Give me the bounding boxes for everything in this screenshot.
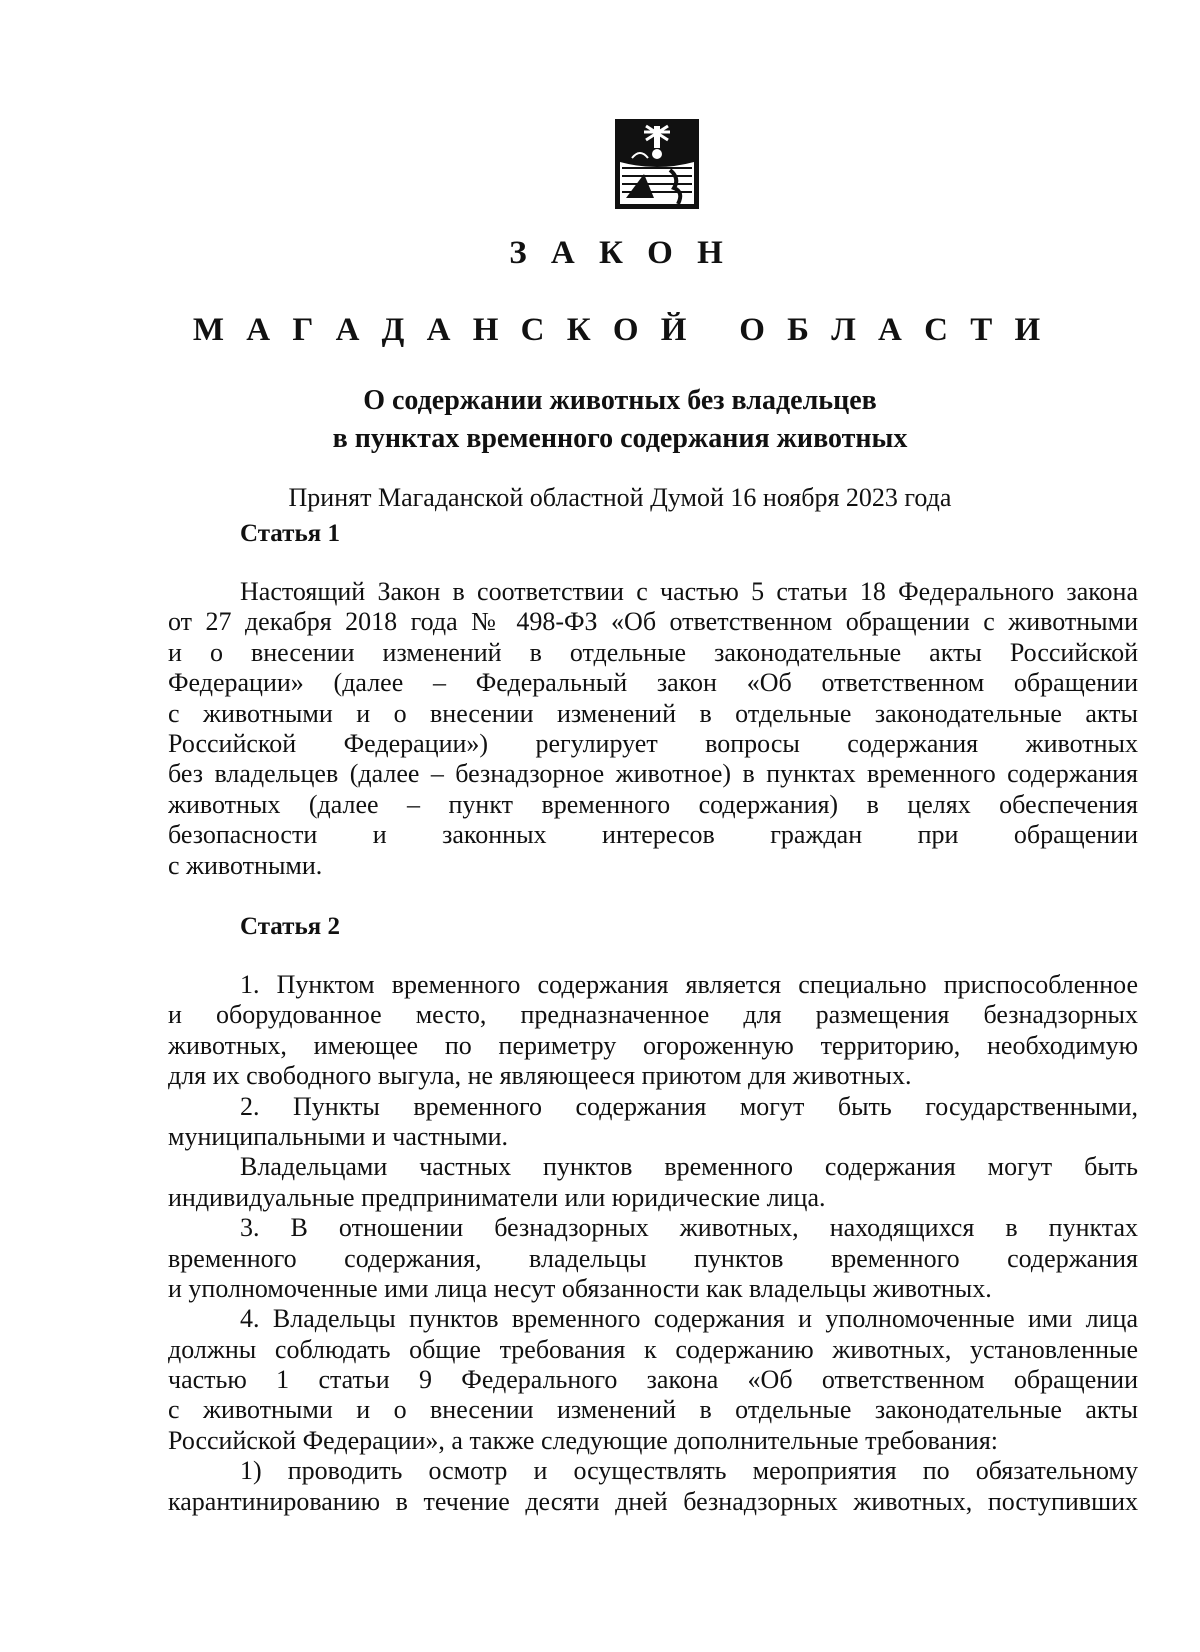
subtitle-line: О содержании животных без владельцев xyxy=(363,385,877,416)
text-line: с животными и о внесении изменений в отдельные законодательные акты xyxy=(168,698,1138,728)
text-line: временного содержания, владельцы пунктов временного содержания xyxy=(168,1243,1138,1273)
text-line: Настоящий Закон в соответствии с частью 5 статьи 18 Федерального закона xyxy=(240,577,1138,606)
article-2-body xyxy=(168,970,1138,1517)
text-line: и оборудованное место, предназначенное для размещения безнадзорных xyxy=(168,1000,1138,1030)
text-line: индивидуальные предприниматели или юридические лица. xyxy=(168,1182,826,1212)
text-line: с животными. xyxy=(168,850,323,880)
text-line: 2. Пункты временного содержания могут быть государственными, xyxy=(240,1091,1138,1121)
text-line: 1) проводить осмотр и осуществлять мероприятия по обязательному xyxy=(240,1456,1138,1486)
text-line: безопасности и законных интересов граждан при обращении xyxy=(168,820,1138,850)
subtitle-line: в пунктах временного содержания животных xyxy=(332,423,908,454)
text-line: от 27 декабря 2018 года № 498-ФЗ «Об ответственном обращении с животными xyxy=(168,607,1138,637)
text-line: и уполномоченные ими лица несут обязанности как владельцы животных. xyxy=(168,1273,992,1303)
text-line: с животными и о внесении изменений в отдельные законодательные акты xyxy=(168,1395,1138,1425)
magadan-coat-of-arms-icon xyxy=(614,118,700,210)
text-line: 3. В отношении безнадзорных животных, находящихся в пунктах xyxy=(240,1213,1138,1243)
region-title: М А Г А Д А Н С К О Й О Б Л А С Т И xyxy=(192,312,1048,348)
law-subtitle xyxy=(0,382,1200,458)
adoption-note: Принят Магаданской областной Думой 16 ноября 2023 года xyxy=(288,483,952,512)
text-line: Российской Федерации», а также следующие дополнительные требования: xyxy=(168,1425,999,1455)
text-line: Владельцами частных пунктов временного содержания могут быть xyxy=(240,1152,1138,1182)
document-type-title: З А К О Н xyxy=(509,235,731,271)
text-line: 4. Владельцы пунктов временного содержания и уполномоченные ими лица xyxy=(240,1304,1138,1334)
text-line: и о внесении изменений в отдельные законодательные акты Российской xyxy=(168,637,1138,667)
text-line: частью 1 статьи 9 Федерального закона «Об ответственном обращении xyxy=(168,1365,1138,1395)
text-line: Федерации» (далее – Федеральный закон «Об ответственном обращении xyxy=(168,668,1138,698)
text-line: муниципальными и частными. xyxy=(168,1121,509,1151)
article-1-heading: Статья 1 xyxy=(240,520,340,547)
article-2-heading: Статья 2 xyxy=(240,913,340,940)
text-line: животных (далее – пункт временного содержания) в целях обеспечения xyxy=(168,789,1138,819)
text-line: Российской Федерации») регулирует вопросы содержания животных xyxy=(168,728,1138,758)
text-line: без владельцев (далее – безнадзорное животное) в пунктах временного содержания xyxy=(168,759,1138,789)
text-line: животных, имеющее по периметру огороженную территорию, необходимую xyxy=(168,1030,1138,1060)
text-line: должны соблюдать общие требования к содержанию животных, установленные xyxy=(168,1334,1138,1364)
text-line: карантинированию в течение десяти дней безнадзорных животных, поступивших xyxy=(168,1486,1138,1516)
text-line: для их свободного выгула, не являющееся приютом для животных. xyxy=(168,1061,912,1091)
article-1-body xyxy=(168,577,1138,881)
text-line: 1. Пунктом временного содержания является специально приспособленное xyxy=(240,970,1138,999)
